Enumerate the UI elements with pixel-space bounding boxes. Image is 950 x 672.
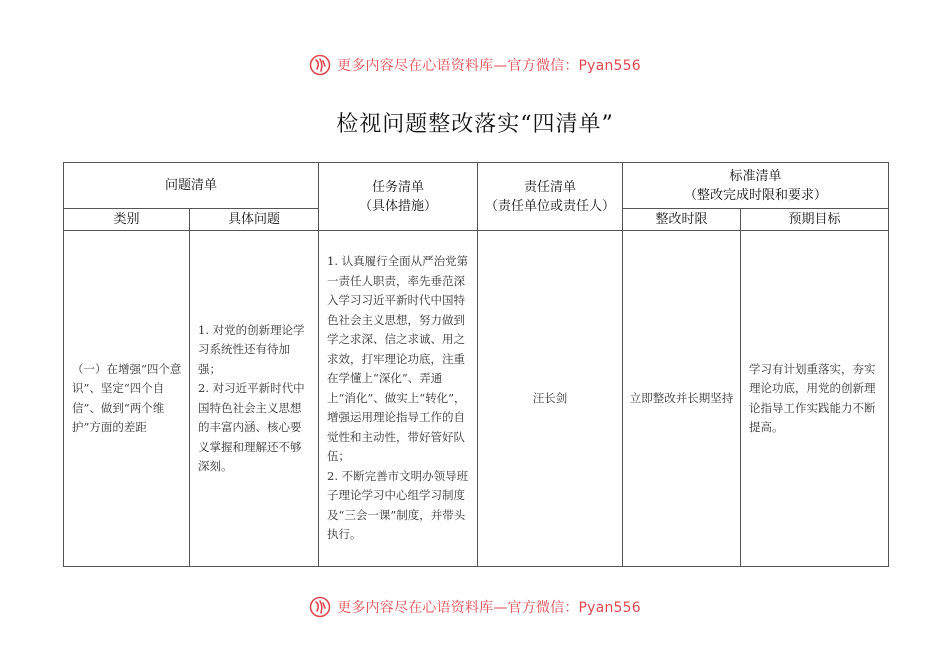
header-specific-problem: 具体问题 bbox=[190, 209, 319, 231]
header-category: 类别 bbox=[64, 209, 190, 231]
header-standard-list bbox=[623, 163, 889, 209]
cell-specific-problem bbox=[190, 231, 319, 567]
cell-responsible: 汪长剑 bbox=[478, 231, 623, 567]
cell-expected-goal: 学习有计划重落实，夯实理论功底，用党的创新理论指导工作实践能力不断提高。 bbox=[741, 231, 889, 567]
task-item-2: 2. 不断完善市文明办领导班子理论学习中心组学习制度及“三会一课”制度，并带头执行。 bbox=[327, 468, 469, 542]
watermark-text: 更多内容尽在心语资料库—官方微信：Pyan556 bbox=[337, 600, 641, 616]
watermark-text: 更多内容尽在心语资料库—官方微信：Pyan556 bbox=[337, 58, 641, 74]
page-title: 检视问题整改落实“四清单” bbox=[336, 112, 614, 137]
header-problem-list: 问题清单 bbox=[64, 163, 319, 209]
header-responsibility-list bbox=[478, 163, 623, 231]
header-expected-goal: 预期目标 bbox=[741, 209, 889, 231]
watermark-banner-bottom bbox=[0, 593, 950, 621]
logo-icon bbox=[309, 54, 331, 76]
problem-item-1: 1. 对党的创新理论学习系统性还有待加强； bbox=[198, 322, 305, 376]
problem-item-2: 2. 对习近平新时代中国特色社会主义思想的丰富内涵、核心要义掌握和理解还不够深刻。 bbox=[198, 381, 305, 473]
cell-deadline: 立即整改并长期坚持 bbox=[623, 231, 741, 567]
four-lists-table bbox=[63, 162, 889, 567]
header-responsibility-title: 责任清单 bbox=[524, 179, 577, 195]
logo-icon bbox=[309, 596, 331, 618]
header-responsibility-sub: （责任单位或责任人） bbox=[485, 198, 616, 214]
header-task-list bbox=[319, 163, 478, 231]
watermark-banner-top bbox=[0, 51, 950, 79]
header-standard-title: 标准清单 bbox=[729, 168, 782, 184]
cell-category: （一）在增强“四个意识”、坚定“四个自信”、做到“两个维护”方面的差距 bbox=[64, 231, 190, 567]
header-standard-sub: （整改完成时限和要求） bbox=[684, 187, 828, 203]
header-deadline: 整改时限 bbox=[623, 209, 741, 231]
cell-task-list bbox=[319, 231, 478, 567]
header-task-list-title: 任务清单 bbox=[372, 179, 425, 195]
task-item-1: 1. 认真履行全面从严治党第一责任人职责，率先垂范深入学习习近平新时代中国特色社会主义思想，努力做到学之求深、信之求诚、用之求效，打牢理论功底，注重在学懂上“深化”、弄通上“消化”、做实上“转化”，增强运用理论指导工作的自觉性和主动性，带好管好队伍； bbox=[327, 254, 469, 464]
header-task-list-sub: （具体措施） bbox=[359, 198, 438, 214]
